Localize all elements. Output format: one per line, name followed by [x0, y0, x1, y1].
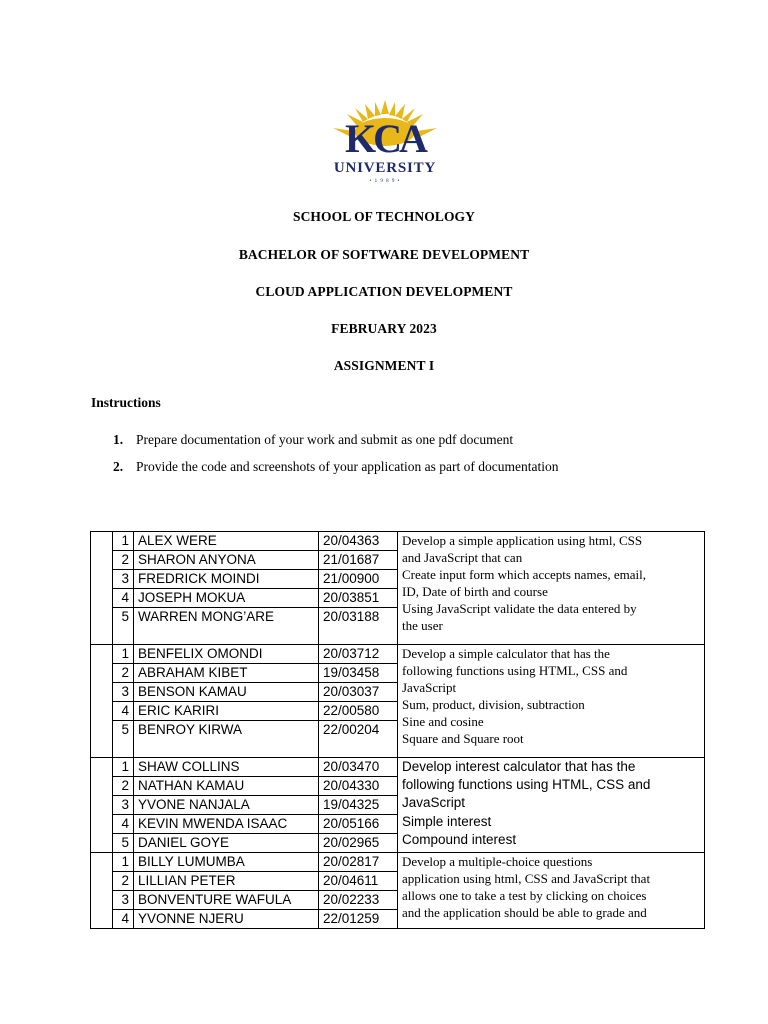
task-line: Simple interest: [402, 813, 492, 829]
task-line: allows one to take a test by clicking on choices: [402, 888, 647, 903]
member-name: YVONNE NJERU: [134, 910, 319, 929]
group-task: [398, 758, 705, 853]
table-row: [91, 853, 705, 872]
group-cell: [91, 645, 113, 758]
member-name: WARREN MONG’ARE: [134, 608, 319, 645]
instruction-item: [113, 459, 559, 475]
instruction-number: 1.: [113, 432, 124, 447]
member-number: 1: [113, 645, 134, 664]
member-number: 2: [113, 872, 134, 891]
task-line: Develop interest calculator that has the: [402, 759, 636, 774]
member-reg: 20/03037: [319, 683, 398, 702]
instruction-text: Provide the code and screenshots of your application as part of documentation: [136, 459, 559, 474]
member-number: 1: [113, 532, 134, 551]
kca-university-logo: [305, 92, 465, 186]
course-heading: CLOUD APPLICATION DEVELOPMENT: [255, 284, 513, 299]
member-name: ABRAHAM KIBET: [134, 664, 319, 683]
member-number: 2: [113, 777, 134, 796]
task-line: Develop a multiple-choice questions: [402, 854, 593, 869]
member-number: 1: [113, 853, 134, 872]
member-number: 4: [113, 815, 134, 834]
group-cell: [91, 758, 113, 853]
member-reg: 20/04363: [319, 532, 398, 551]
group-task: [398, 532, 705, 645]
assignment-heading: ASSIGNMENT I: [333, 358, 435, 373]
group-task: [398, 645, 705, 758]
table-row: [91, 645, 705, 664]
task-line: following functions using HTML, CSS and: [402, 777, 651, 793]
member-name: BENSON KAMAU: [134, 683, 319, 702]
logo-word: UNIVERSITY: [333, 160, 437, 176]
member-reg: 20/02817: [319, 853, 398, 872]
member-reg: 20/04611: [319, 872, 398, 891]
member-number: 3: [113, 891, 134, 910]
member-reg: 20/05166: [319, 815, 398, 834]
instructions-title: Instructions: [91, 395, 161, 410]
task-line: Compound interest: [402, 831, 517, 847]
date-heading: FEBRUARY 2023: [331, 321, 437, 336]
task-line: Sine and cosine: [402, 714, 484, 729]
member-reg: 19/03458: [319, 664, 398, 683]
member-reg: 22/00580: [319, 702, 398, 721]
member-name: JOSEPH MOKUA: [134, 589, 319, 608]
group-cell: [91, 853, 113, 929]
member-reg: 20/03851: [319, 589, 398, 608]
member-number: 5: [113, 608, 134, 645]
member-name: BENROY KIRWA: [134, 721, 319, 758]
task-line: following functions using HTML, CSS and: [402, 663, 628, 678]
member-name: FREDRICK MOINDI: [134, 570, 319, 589]
task-line: Develop a simple calculator that has the: [402, 646, 610, 661]
task-line: and the application should be able to grade and: [402, 905, 647, 920]
member-name: BENFELIX OMONDI: [134, 645, 319, 664]
groups-table: [90, 531, 705, 929]
task-line: and JavaScript that can: [402, 550, 523, 565]
task-line: the user: [402, 618, 443, 633]
group-cell: [91, 532, 113, 645]
task-line: JavaScript: [402, 795, 466, 811]
member-name: ERIC KARIRI: [134, 702, 319, 721]
member-reg: 19/04325: [319, 796, 398, 815]
logo-year: • 1 9 8 9 •: [369, 179, 401, 184]
member-name: YVONE NANJALA: [134, 796, 319, 815]
instruction-item: [113, 432, 513, 448]
member-number: 4: [113, 702, 134, 721]
member-name: ALEX WERE: [134, 532, 319, 551]
member-name: BILLY LUMUMBA: [134, 853, 319, 872]
member-name: LILLIAN PETER: [134, 872, 319, 891]
task-line: Square and Square root: [402, 731, 524, 746]
member-reg: 20/02233: [319, 891, 398, 910]
program-heading: BACHELOR OF SOFTWARE DEVELOPMENT: [238, 247, 530, 262]
task-line: ID, Date of birth and course: [402, 584, 548, 599]
member-reg: 20/04330: [319, 777, 398, 796]
member-reg: 22/01259: [319, 910, 398, 929]
member-reg: 20/03188: [319, 608, 398, 645]
table-row: [91, 758, 705, 777]
member-reg: 20/03712: [319, 645, 398, 664]
task-line: Develop a simple application using html, CSS: [402, 533, 643, 548]
member-name: SHARON ANYONA: [134, 551, 319, 570]
task-line: JavaScript: [402, 680, 457, 695]
member-reg: 21/01687: [319, 551, 398, 570]
instruction-text: Prepare documentation of your work and submit as one pdf document: [136, 432, 514, 447]
task-line: Sum, product, division, subtraction: [402, 697, 585, 712]
member-number: 3: [113, 683, 134, 702]
member-name: BONVENTURE WAFULA: [134, 891, 319, 910]
member-name: SHAW COLLINS: [134, 758, 319, 777]
school-heading: SCHOOL OF TECHNOLOGY: [292, 209, 476, 224]
member-reg: 20/03470: [319, 758, 398, 777]
member-number: 3: [113, 796, 134, 815]
member-name: DANIEL GOYE: [134, 834, 319, 853]
task-line: application using html, CSS and JavaScript that: [402, 871, 651, 886]
member-number: 3: [113, 570, 134, 589]
instruction-number: 2.: [113, 459, 124, 474]
member-number: 5: [113, 721, 134, 758]
member-reg: 22/00204: [319, 721, 398, 758]
member-reg: 21/00900: [319, 570, 398, 589]
member-number: 4: [113, 910, 134, 929]
member-name: KEVIN MWENDA ISAAC: [134, 815, 319, 834]
member-name: NATHAN KAMAU: [134, 777, 319, 796]
logo-letters: KCA: [345, 116, 425, 161]
task-line: Create input form which accepts names, email,: [402, 567, 647, 582]
member-number: 1: [113, 758, 134, 777]
member-number: 5: [113, 834, 134, 853]
member-number: 2: [113, 551, 134, 570]
member-reg: 20/02965: [319, 834, 398, 853]
group-task: [398, 853, 705, 929]
table-row: [91, 532, 705, 551]
member-number: 4: [113, 589, 134, 608]
member-number: 2: [113, 664, 134, 683]
task-line: Using JavaScript validate the data entered by: [402, 601, 637, 616]
